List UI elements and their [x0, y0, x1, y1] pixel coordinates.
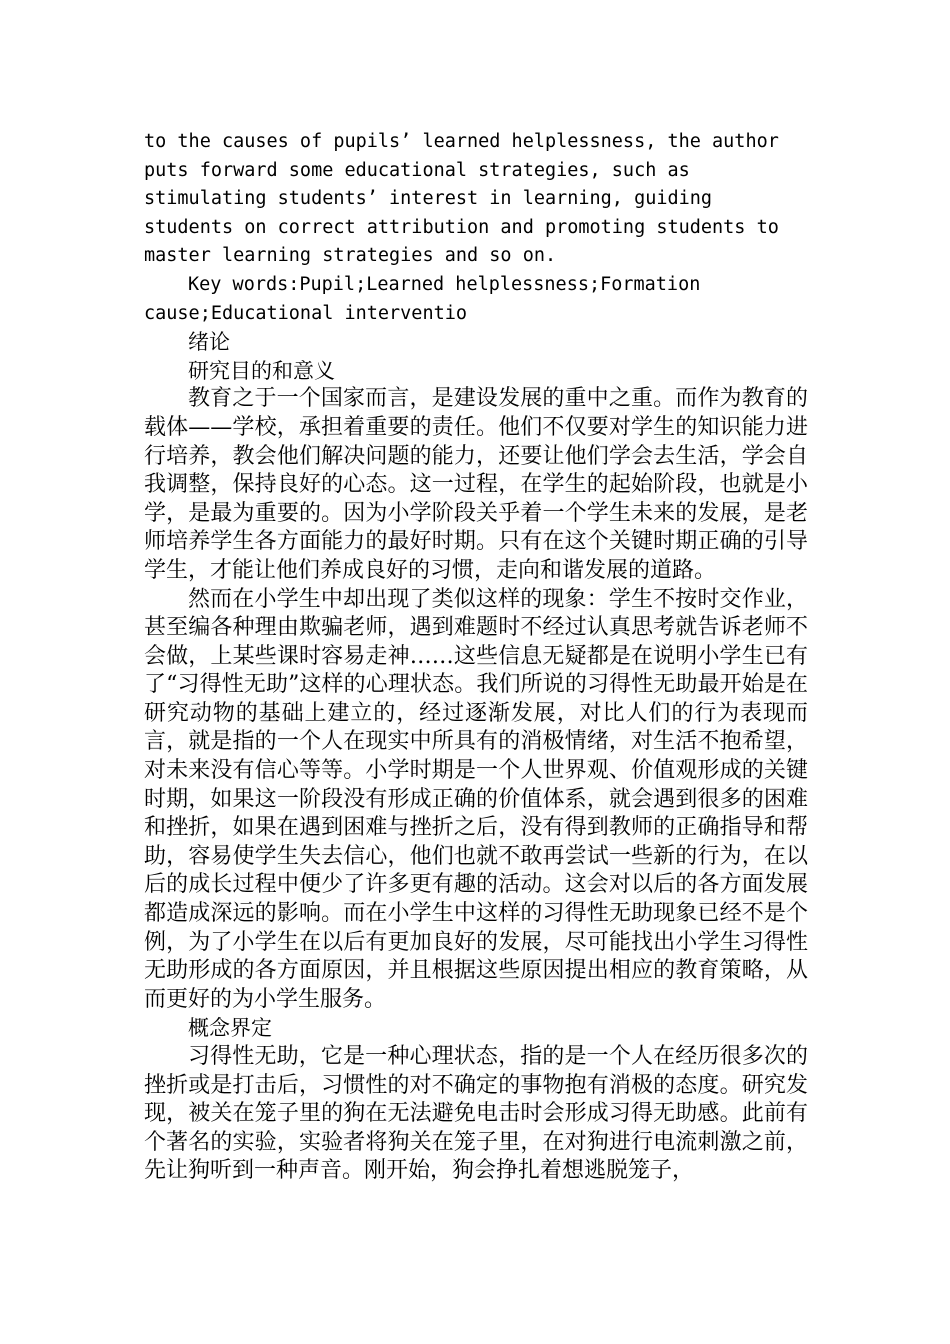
- keywords-line-2: cause;Educational interventio: [144, 302, 468, 324]
- paragraph-education-importance: 教育之于一个国家而言，是建设发展的重中之重。而作为教育的载体——学校，承担着重要的责任。他们不仅要对学生的知识能力进行培养，教会他们解决问题的能力，还要让他们学会去生活，学会自我调整，保持良好的心态。这一过程，在学生的起始阶段，也就是小学，是最为重要的。因为小学阶段关乎着一个学生未来的发展，是老师培养学生各方面能力的最好时期。只有在这个关键时期正确的引导学生，才能让他们养成良好的习惯，走向和谐发展的道路。: [144, 386, 808, 583]
- paragraph-phenomenon: 然而在小学生中却出现了类似这样的现象：学生不按时交作业，甚至编各种理由欺骗老师，遇到难题时不经过认真思考就告诉老师不会做，上某些课时容易走神……这些信息无疑都是在说明小学生已有了“习得性无助”这样的心理状态。我们所说的习得性无助最开始是在研究动物的基础上建立的，经过逐渐发展，对比人们的行为表现而言，就是指的一个人在现实中所具有的消极情绪，对生活不抱希望，对未来没有信心等等。小学时期是一个人世界观、价值观形成的关键时期，如果这一阶段没有形成正确的价值体系，就会遇到很多的困难和挫折，如果在遇到困难与挫折之后，没有得到教师的正确指导和帮助，容易使学生失去信心，他们也就不敢再尝试一些新的行为，在以后的成长过程中便少了许多更有趣的活动。这会对以后的各方面发展都造成深远的影响。而在小学生中这样的习得性无助现象已经不是个例，为了小学生在以后有更加良好的发展，尽可能找出小学生习得性无助形成的各方面原因，并且根据这些原因提出相应的教育策略，从而更好的为小学生服务。: [144, 586, 808, 1012]
- paragraph-concept-definition: 习得性无助，它是一种心理状态，指的是一个人在经历很多次的挫折或是打击后，习惯性的对不确定的事物抱有消极的态度。研究发现，被关在笼子里的狗在无法避免电击时会形成习得无助感。此前有个著名的实验，实验者将狗关在笼子里，在对狗进行电流刺激之前，先让狗听到一种声音。刚开始，狗会挣扎着想逃脱笼子，: [144, 1044, 808, 1184]
- section-title: 绪论: [188, 330, 230, 355]
- document-page: [144, 128, 808, 1186]
- abstract-english-tail: to the causes of pupils’ learned helplessness, the author puts forward some educational strategies, such as stimulating students’ interest in learning, guiding students on correct attribution and promoting students to master learning strategies and so on.: [144, 131, 779, 267]
- subsection-title-purpose: 研究目的和意义: [188, 358, 335, 383]
- subsection-title-concept: 概念界定: [188, 1016, 272, 1041]
- keywords-line-1: Key words:Pupil;Learned helplessness;Formation: [188, 273, 701, 295]
